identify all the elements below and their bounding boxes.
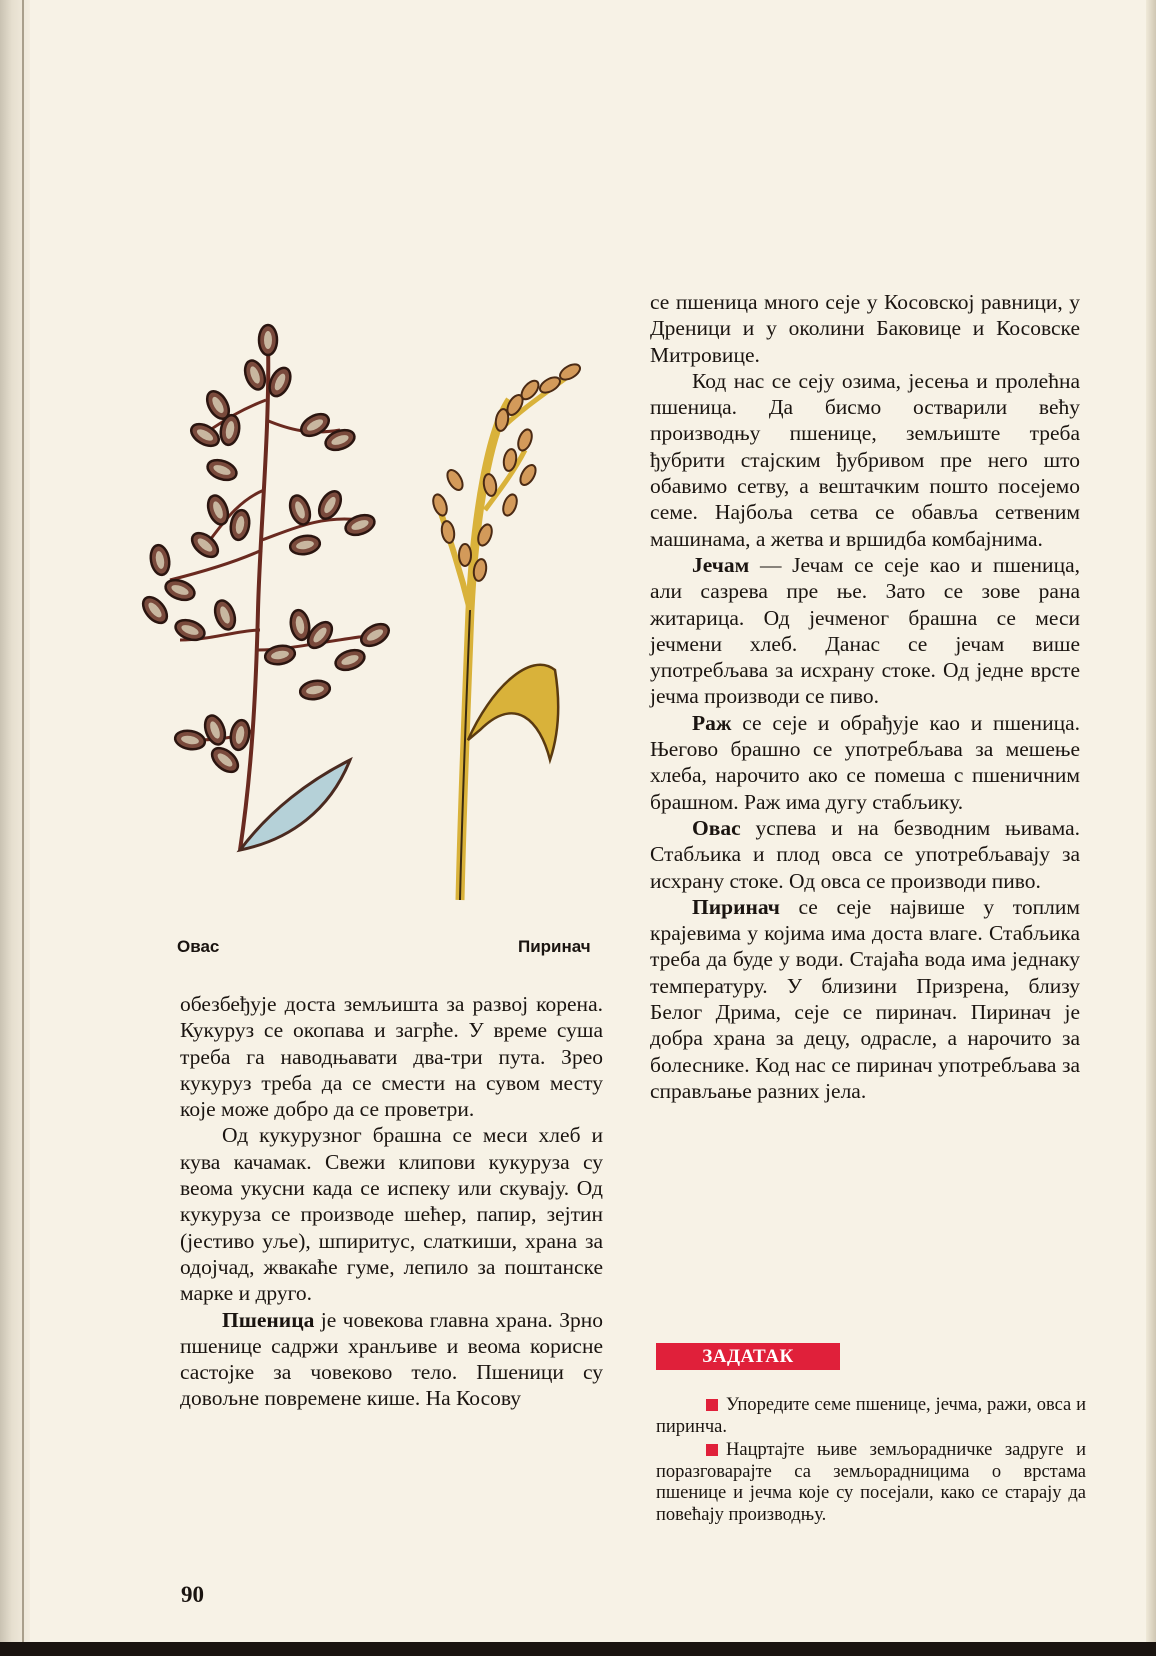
paragraph: Пшеница је човекова главна храна. Зрно пшенице садржи хранљиве и веома корисне састојке за човеково тело. Пшеници су довољне повремене кише. На Косову — [180, 1307, 603, 1411]
term-oat: Овас — [692, 815, 741, 840]
right-column — [650, 289, 1080, 1104]
task-list — [656, 1395, 1086, 1528]
left-column — [180, 991, 603, 1412]
paragraph: Од кукурузног брашна се меси хлеб и кува качамак. Свежи клипови кукуруза су веома укусни када се испеку или скувају. Од кукуруза се производе шећер, папир, зејтин (јестиво уље), шпиритус, слаткиши, храна за одојчад, жвакаће гуме, лепило за поштанске марке и друго. — [180, 1123, 603, 1306]
task-header: ЗАДАТАК — [656, 1343, 840, 1370]
caption-oat: Овас — [177, 937, 220, 956]
square-bullet-icon — [706, 1444, 718, 1456]
rice-plant — [431, 361, 583, 900]
oat-plant — [138, 325, 392, 850]
square-bullet-icon — [706, 1399, 718, 1411]
page-number: 90 — [181, 1582, 204, 1607]
paragraph: Овас успева и на безводним њивама. Стабљика и плод овса се употребљавају за исхрану стоке. Од овса се производи пиво. — [650, 815, 1080, 893]
term-rice: Пиринач — [692, 894, 780, 919]
paragraph: се пшеница много сеје у Косовској равници, у Дреници и у околини Баковице и Косовске Митровице. — [650, 290, 1080, 367]
paragraph: обезбеђује доста земљишта за развој корена. Кукуруз се окопава и загрће. У време суша треба га наводњавати два-три пута. Зрео кукуруз треба да се смести на сувом месту које може добро да се проветри. — [180, 992, 603, 1122]
paragraph: Пиринач се сеје највише у топлим крајевима у којима има доста влаге. Стабљика треба да буде у води. Стајаћа вода има једнаку температуру. У близини Призрена, близу Белог Дрима, сеје се пиринач. Пиринач је добра храна за децу, одрасле, а нарочито за болеснике. Код нас се пиринач употребљава за справљање разних јела. — [650, 894, 1080, 1103]
page-edge — [0, 0, 30, 1656]
paragraph: Јечам — Јечам се сеје као и пшеница, али сазрева пре ње. Зато се зове рана житарица. Од јечменог брашна се меси јечмени хлеб. Данас се јечам више употребљава за исхрану стоке. Од једне врсте јечма производи се пиво. — [650, 552, 1080, 709]
caption-rice: Пиринач — [518, 937, 591, 956]
paragraph: Код нас се сеју озима, јесења и пролећна пшеница. Да бисмо остварили већу производњу пшенице, земљиште треба ђубрити стајским ђубривом пре него што обавимо сетву, а вештачким пошто посејемо семе. Најбоља сетва се обавља сетвеним машинама, а жетва и вршидба комбајнима. — [650, 368, 1080, 551]
plant-illustration — [130, 310, 620, 910]
term-wheat: Пшеница — [222, 1307, 315, 1332]
page-edge-right — [1146, 0, 1156, 1656]
term-rye: Раж — [692, 710, 732, 735]
task-item: Нацртајте њиве земљорадничке задруге и поразговарајте са земљорадницима о врстама пшенице и јечма које су посејали, како се старају да повећају производњу. — [656, 1440, 1086, 1525]
task-item: Упоредите семе пшенице, јечма, ражи, овса и пиринча. — [656, 1395, 1086, 1437]
scan-border — [0, 1642, 1156, 1656]
paragraph: Раж се сеје и обрађује као и пшеница. Његово брашно се употребљава за мешење хлеба, нарочито ако се помеша с пшеничним брашном. Раж има дугу стабљику. — [650, 710, 1080, 814]
term-barley: Јечам — [692, 552, 750, 577]
